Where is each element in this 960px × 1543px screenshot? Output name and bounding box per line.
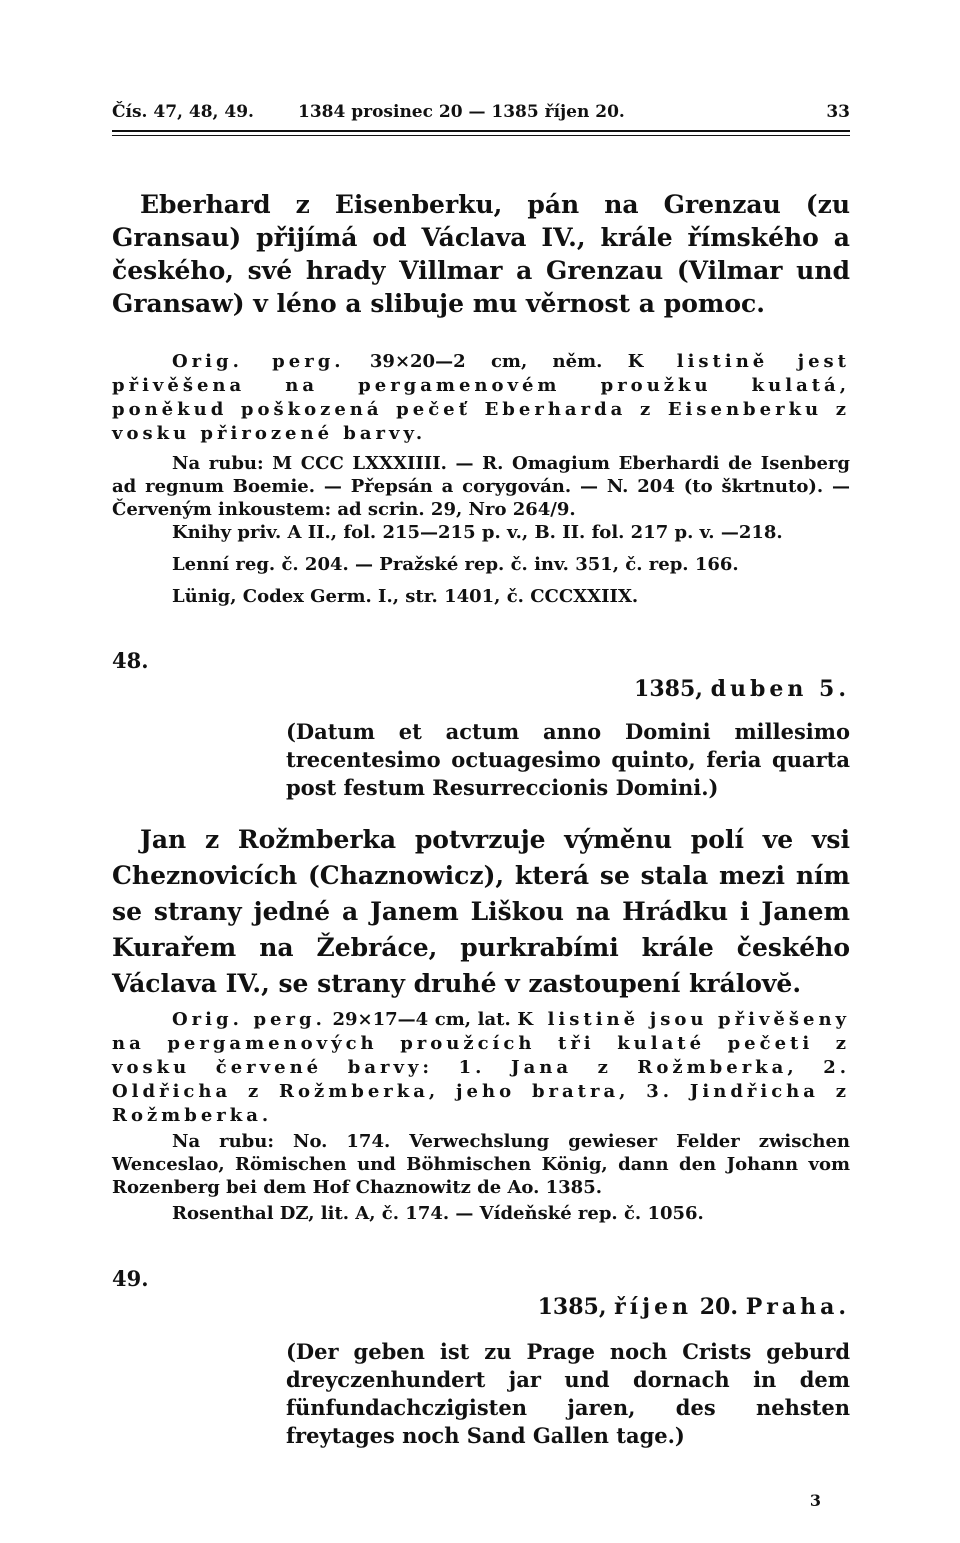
doc49-date-year: 1385, (537, 1294, 607, 1320)
doc49-dateline (538, 1294, 850, 1320)
signature-mark: 3 (809, 1491, 821, 1510)
doc49-number: 49. (112, 1266, 149, 1291)
doc48-dating-formula: (Datum et actum anno Domini millesimo trecentesimo octuagesimo quinto, feria quarta post festum Resurreccionis Domini.) (286, 719, 850, 800)
doc47-orig-seal: K listině jest přivěšena na pergamenovém proužku kulatá, poněkud poškozená pečeť Eberharda z Eisenberku z vosku přirozené barvy. (112, 351, 850, 444)
running-head-date-range: 1384 prosinec 20 — 1385 říjen 20. (298, 102, 625, 122)
doc49-date-month: říjen (614, 1294, 693, 1320)
doc48-number: 48. (112, 648, 149, 673)
doc47-orig-label: Orig. perg. (172, 351, 345, 372)
header-rule (112, 130, 850, 132)
page-number: 33 (826, 102, 850, 122)
doc49-place: Praha. (745, 1294, 850, 1320)
running-head-document-numbers: Čís. 47, 48, 49. (112, 102, 254, 122)
doc47-reference-3: Lünig, Codex Germ. I., str. 1401, č. CCCXXIIX. (172, 586, 639, 607)
doc47-dorsal-note: Na rubu: M CCC LXXXIIII. — R. Omagium Eberhardi de Isenberg ad regnum Boemie. — Přepsán a corygován. — N. 204 (to škrtnuto). — Červeným inkoustem: ad scrin. 29, Nro 264/9. (112, 453, 850, 520)
doc48-date-day: duben 5. (710, 676, 850, 702)
doc49-dating-formula: (Der geben ist zu Prage noch Crists geburd dreyczenhundert jar und dornach in dem fünfundachczigisten jaren, des nehsten freytages noch Sand Gallen tage.) (286, 1339, 850, 1448)
doc47-orig-size: 39×20—2 cm, něm. (369, 351, 603, 372)
header-rule-thin (112, 135, 850, 136)
doc48-dateline (634, 676, 850, 702)
doc48-regest: Jan z Rožmberka potvrzuje výměnu polí ve vsi Cheznovicích (Chaznowicz), která se stala mezi ním se strany jedné a Janem Liškou na Hrádku i Janem Kurařem na Žebráce, purkrabími krále českého Václava IV., se strany druhé v zastoupení královĕ. (112, 825, 850, 998)
doc47-regest: Eberhard z Eisenberku, pán na Grenzau (zu Gransau) přijímá od Václava IV., krále římského a českého, své hrady Villmar a Grenzau (Vilmar und Gransaw) v léno a slibuje mu věrnost a pomoc. (112, 190, 850, 318)
doc48-reference-1: Rosenthal DZ, lit. A, č. 174. — Vídeňské rep. č. 1056. (172, 1203, 704, 1224)
doc48-original-description (112, 1008, 850, 1128)
running-head (112, 102, 850, 128)
doc47-original-description (112, 350, 850, 446)
doc48-orig-label: Orig. perg. (172, 1009, 326, 1030)
doc48-dorsal-note: Na rubu: No. 174. Verwechslung gewieser Felder zwischen Wenceslao, Römischen und Böhmischen König, dann den Johann vom Rozenberg bei dem Hof Chaznowitz de Ao. 1385. (112, 1131, 850, 1198)
doc48-orig-size: 29×17—4 cm, lat. (332, 1009, 511, 1030)
doc48-orig-seals: K listině jsou přivěšeny na pergamenových proužcích tři kulaté pečeti z vosku červené barvy: 1. Jana z Rožmberka, 2. Oldřicha z Rožmberka, jeho bratra, 3. Jindřicha z Rožmberka. (112, 1009, 850, 1126)
doc47-reference-2: Lenní reg. č. 204. — Pražské rep. č. inv. 351, č. rep. 166. (172, 554, 739, 575)
doc48-date-year: 1385, (634, 676, 703, 702)
doc49-date-day: 20. (699, 1294, 739, 1320)
doc47-reference-1: Knihy priv. A II., fol. 215—215 p. v., B. II. fol. 217 p. v. —218. (172, 522, 783, 543)
